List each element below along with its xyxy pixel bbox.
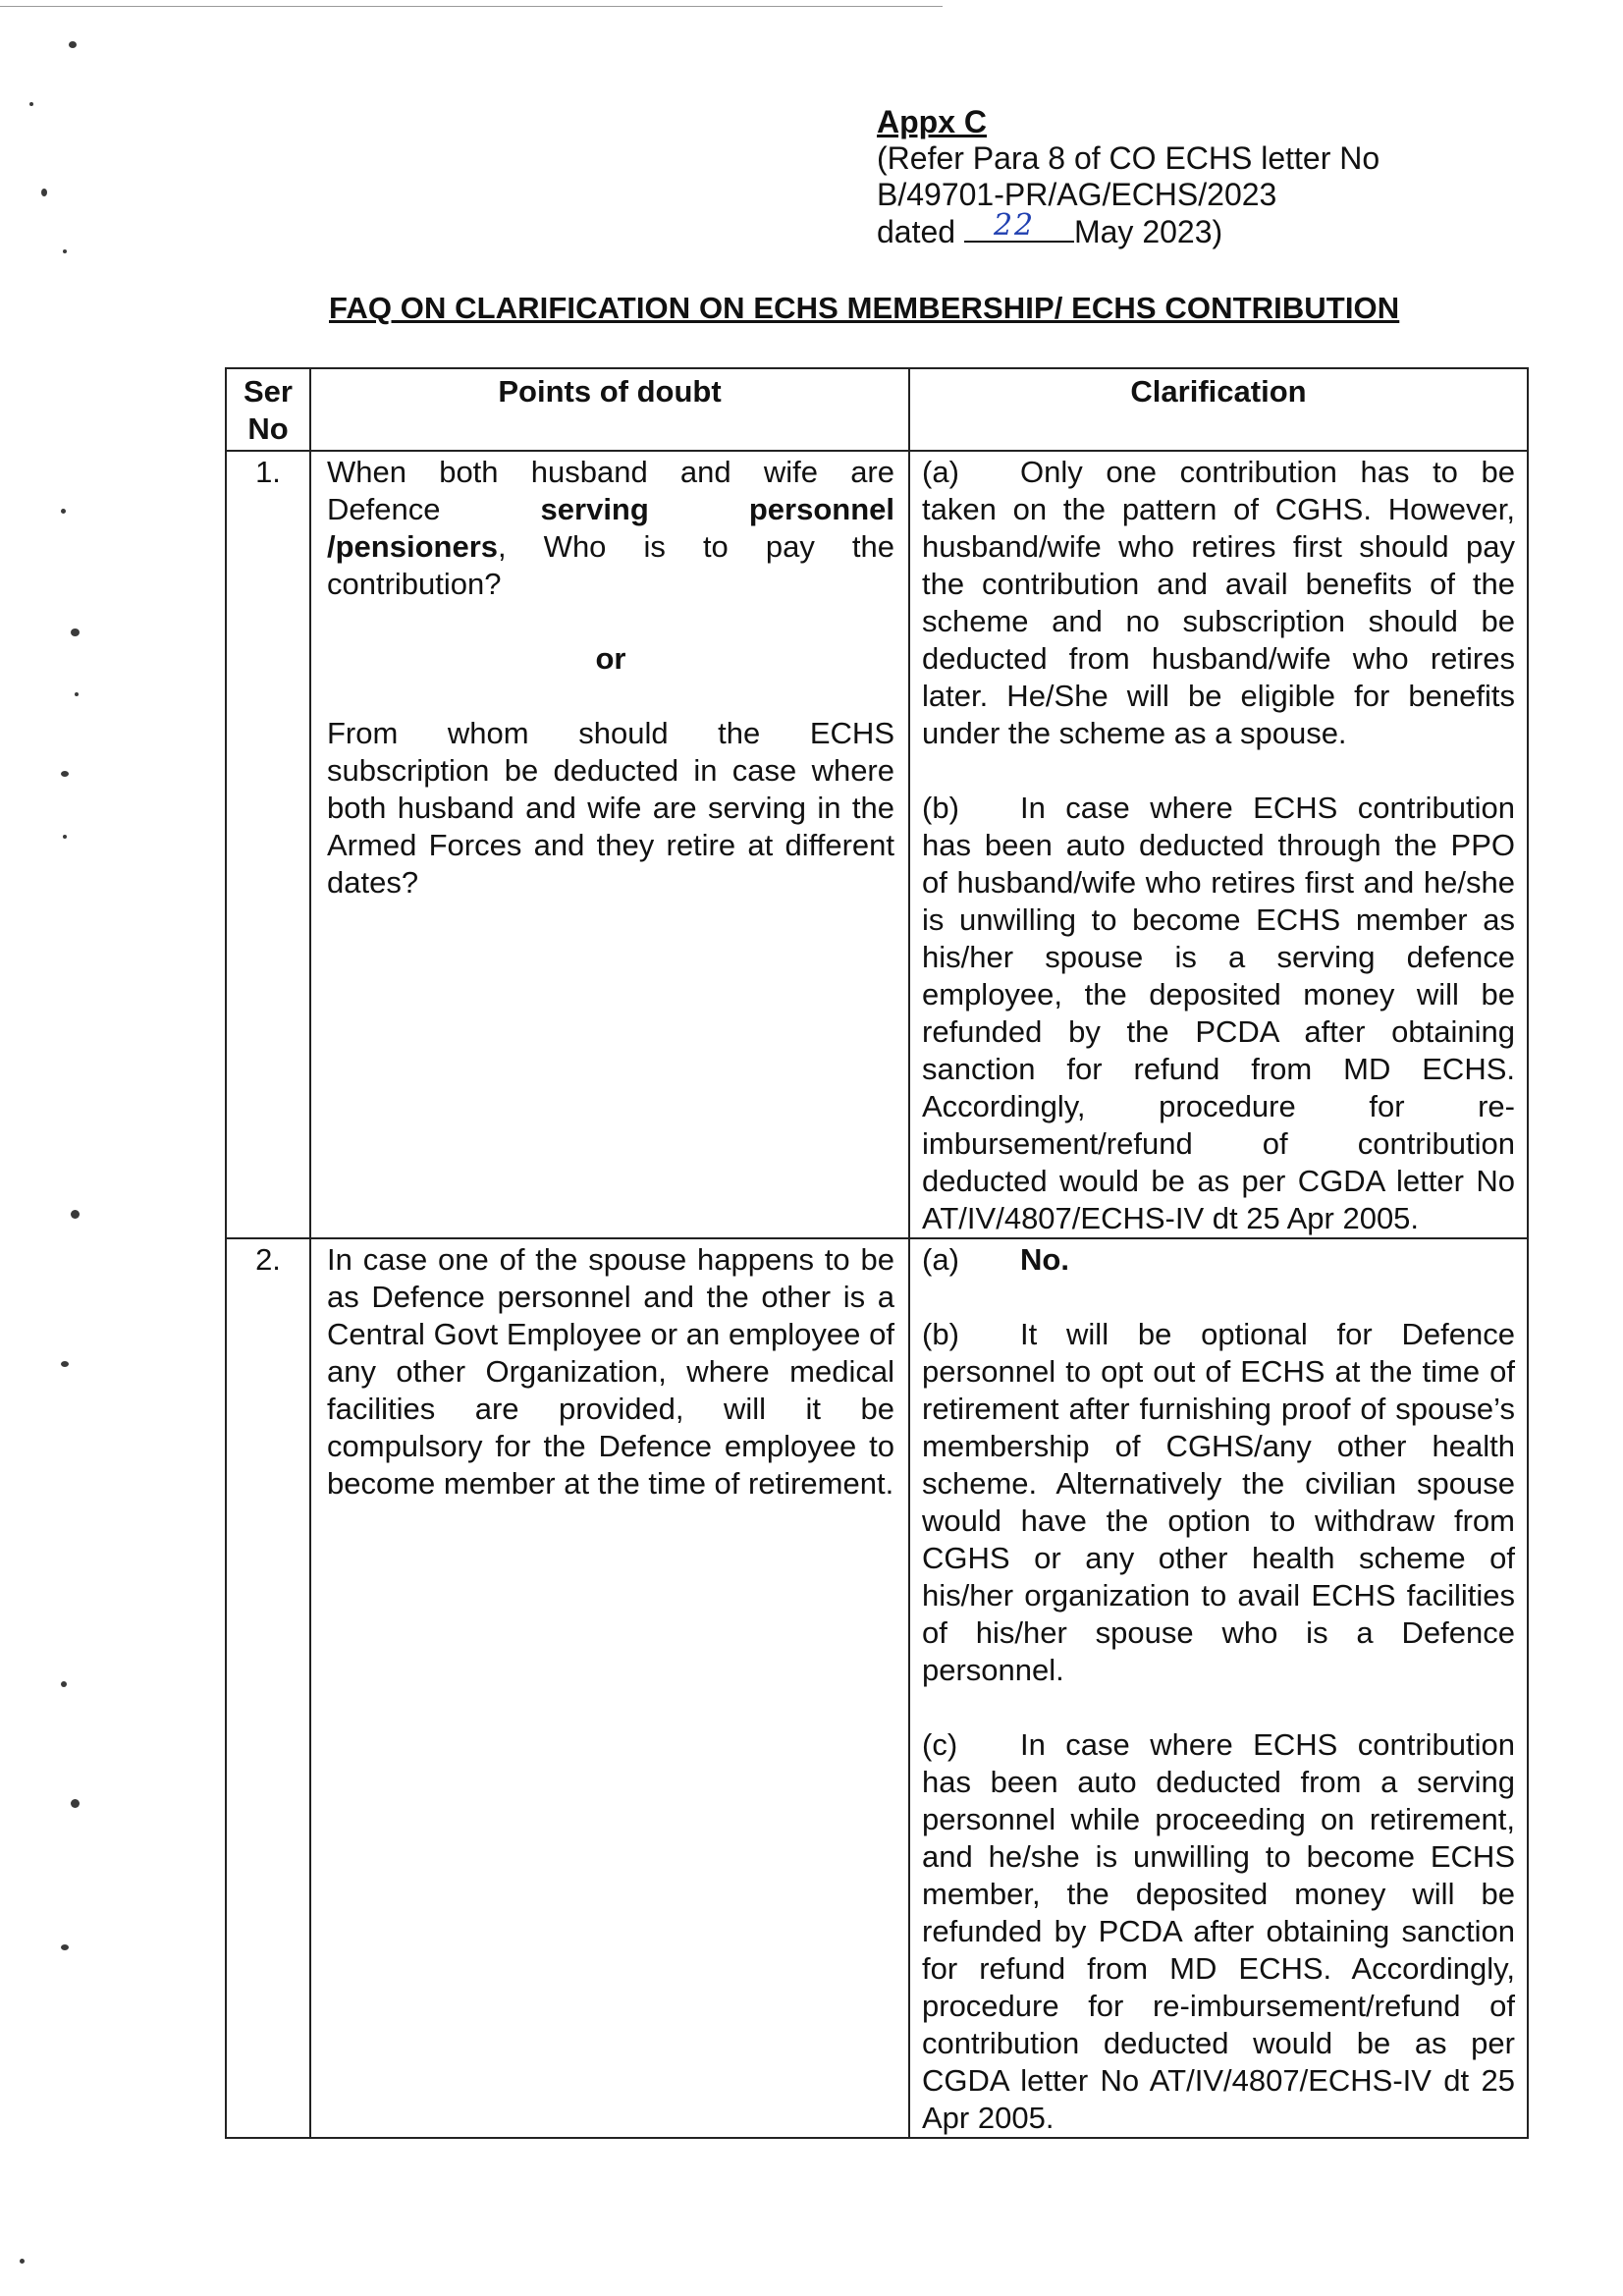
clarification-text: Only one contribution has to be taken on the pattern of CGHS. However, husband/wife who retires first should pay the contribution and avail benefits of the scheme and no subscription should be deducted from husband/wife who retires later. He/She will be eligible for benefits under the scheme as a spouse. [922,455,1515,750]
document-title: FAQ ON CLARIFICATION ON ECHS MEMBERSHIP/ ECHS CONTRIBUTION [329,291,1400,325]
header-ser-line2: No [247,411,289,446]
scan-speck [63,249,67,253]
doubt-paragraph: From whom should the ECHS subscription be deducted in case where both husband and wife are serving in the Armed Forces and they retire at different dates? [327,716,894,900]
faq-table [225,367,1529,2139]
scan-speck [61,509,66,514]
date-prefix: dated [877,214,956,249]
reference-line-2: B/49701-PR/AG/ECHS/2023 [877,177,1277,212]
letter-reference-block [877,104,1486,250]
doubt-text: When both husband and wife are Defence [327,455,894,526]
ser-number: 2. [226,1238,310,2138]
doubt-cell [310,451,909,1238]
header-ser-no [226,368,310,451]
handwritten-date: 22 [993,208,1036,243]
doubt-paragraph [327,454,894,603]
appendix-label: Appx C [877,104,987,139]
date-line [877,208,1486,250]
scan-speck [71,1210,80,1219]
date-blank [964,208,1074,243]
table-header-row [226,368,1528,451]
doubt-text: , Who is to pay the contribution? [327,529,894,601]
doubt-bold-text: serving personnel /pensioners [327,492,894,564]
scan-speck [69,41,77,48]
sub-item-label: (a) [922,1242,959,1277]
scan-speck [61,1681,67,1687]
clarification-paragraph [922,1726,1515,2137]
ser-number: 1. [226,451,310,1238]
scan-speck [75,692,79,696]
or-separator: or [595,641,626,676]
clarification-text: No. [1020,1242,1069,1277]
scan-speck [61,1944,69,1950]
scan-speck [20,2259,25,2264]
table-row [226,1238,1528,2138]
scan-speck [71,1799,80,1808]
clarification-cell [909,451,1528,1238]
clarification-paragraph [922,1316,1515,1689]
scan-speck [63,835,67,839]
header-ser-line1: Ser [243,374,293,409]
reference-line-1: (Refer Para 8 of CO ECHS letter No [877,140,1380,176]
header-clarification: Clarification [909,368,1528,451]
doubt-cell [310,1238,909,2138]
scan-speck [71,629,80,636]
sub-item-label: (a) [922,455,959,489]
clarification-text: In case where ECHS contribution has been auto deducted from a serving personnel while proceeding on retirement, and he/she is unwilling to become ECHS member, the deposited money will be refunded by PCDA after obtaining sanction for refund from MD ECHS. Accordingly, procedure for re-imbursement/refund of contribution deducted would be as per CGDA letter No AT/IV/4807/ECHS-IV dt 25 Apr 2005. [922,1727,1515,2135]
clarification-paragraph [922,454,1515,752]
clarification-text: It will be optional for Defence personnel to opt out of ECHS at the time of retirement after furnishing proof of spouse’s membership of CGHS/any other health scheme. Alternatively the civilian spouse would have the option to withdraw from CGHS or any other health scheme of his/her organization to avail ECHS facilities of his/her spouse who is a Defence personnel. [922,1317,1515,1687]
date-suffix: May 2023) [1073,214,1223,249]
doubt-paragraph: In case one of the spouse happens to be as Defence personnel and the other is a Central Govt Employee or an employee of any other Organization, where medical facilities are provided, will it be compulsory for the Defence employee to become member at the time of retirement. [327,1242,894,1501]
sub-item-label: (b) [922,1317,959,1351]
clarification-paragraph [922,790,1515,1237]
sub-item-label: (b) [922,791,959,825]
sub-item-label: (c) [922,1727,958,1762]
clarification-text: In case where ECHS contribution has been auto deducted through the PPO of husband/wife who retires first and he/she is unwilling to become ECHS member as his/her spouse is a serving defence employee, the deposited money will be refunded by the PCDA after obtaining sanction for refund from MD ECHS. Accordingly, procedure for re-imbursement/refund of contribution deducted would be as per CGDA letter No AT/IV/4807/ECHS-IV dt 25 Apr 2005. [922,791,1515,1235]
clarification-paragraph [922,1241,1515,1279]
table-row [226,451,1528,1238]
scan-speck [29,102,33,106]
scan-speck [61,1361,69,1367]
header-points-of-doubt: Points of doubt [310,368,909,451]
clarification-cell [909,1238,1528,2138]
scan-top-edge-line [0,6,943,7]
scan-speck [61,771,69,777]
scan-speck [41,189,47,196]
